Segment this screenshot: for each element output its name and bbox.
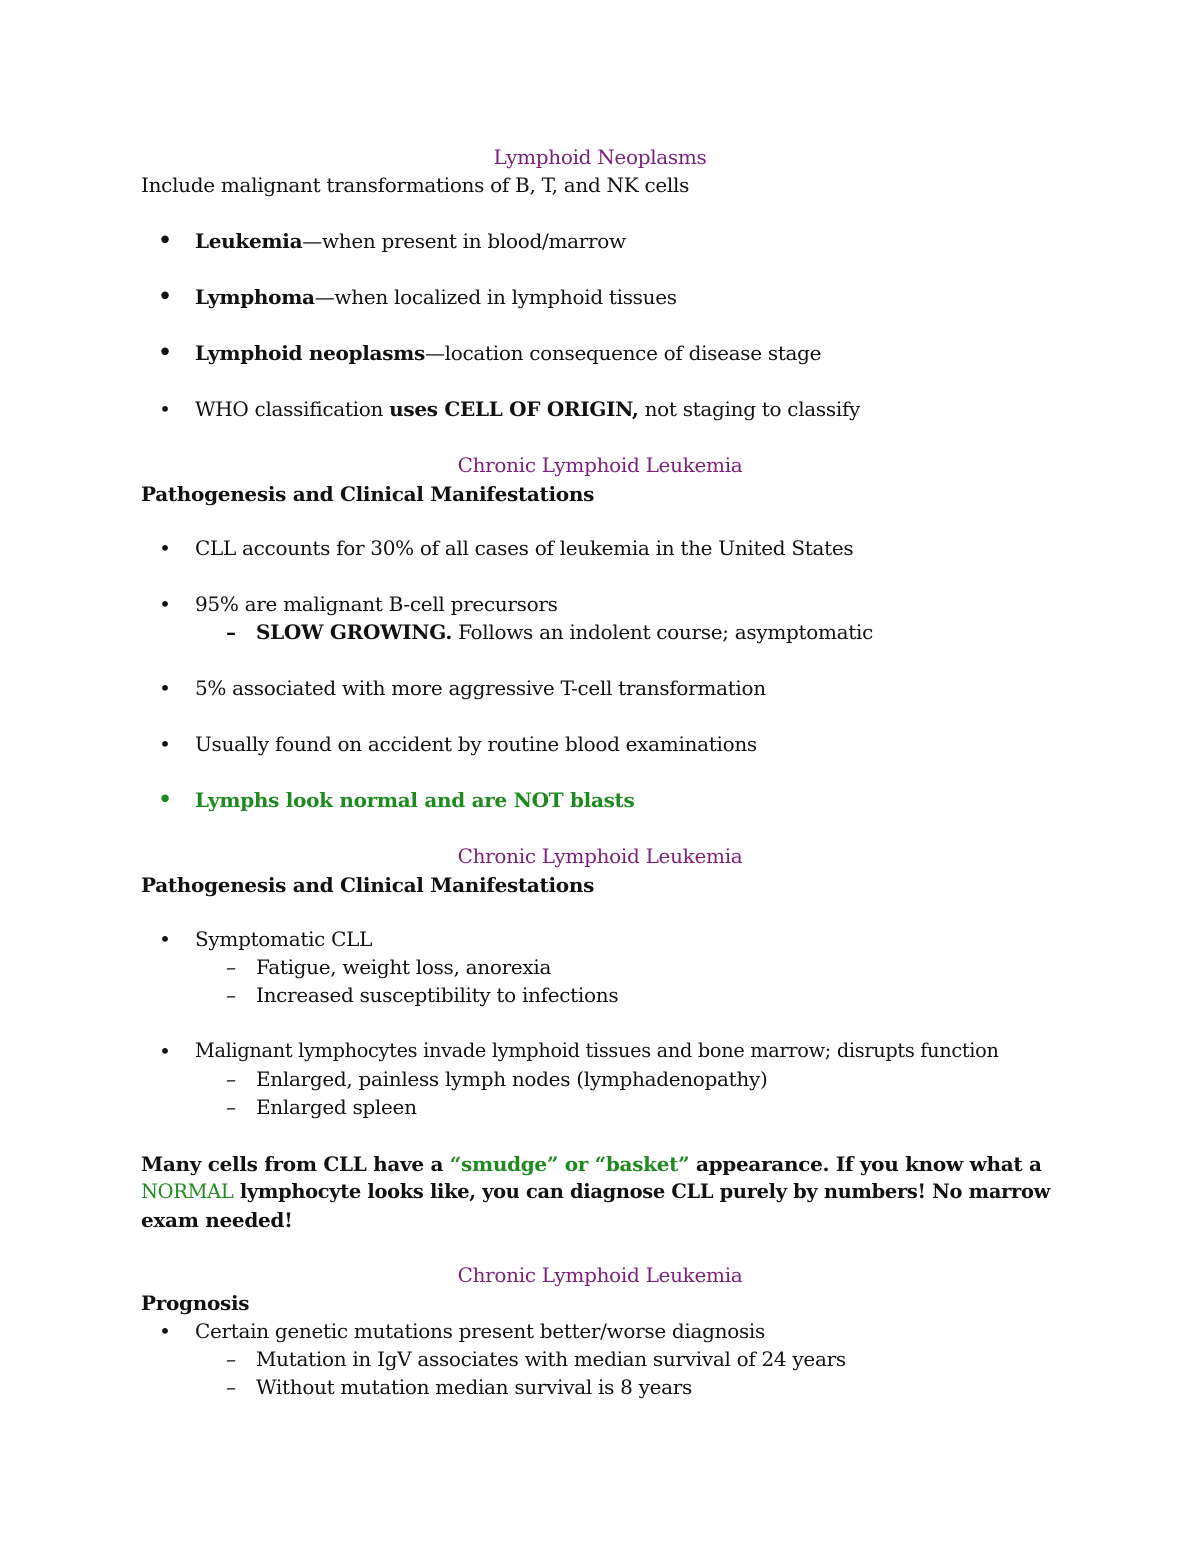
list-item-leukemia	[195, 229, 626, 253]
section-subtitle: Pathogenesis and Clinical Manifestations	[141, 482, 595, 506]
term: Leukemia	[195, 229, 303, 253]
section-title-lymphoid-neoplasms: Lymphoid Neoplasms	[493, 145, 707, 169]
emphasis: SLOW GROWING.	[256, 620, 453, 644]
list-item-who-classification	[195, 397, 860, 421]
text: Follows an indolent course; asymptomatic	[452, 620, 873, 644]
paragraph-line-3: exam needed!	[141, 1208, 293, 1232]
term: Lymphoid neoplasms	[195, 341, 425, 365]
dash-icon: –	[226, 1347, 236, 1371]
list-item-lymphoid-neoplasms	[195, 341, 821, 365]
bullet-icon: •	[159, 397, 171, 421]
emphasis: uses CELL OF ORIGIN,	[389, 397, 639, 421]
section-subtitle: Prognosis	[141, 1291, 250, 1315]
list-item: Certain genetic mutations present better/worse diagnosis	[195, 1319, 765, 1343]
definition: —location consequence of disease stage	[424, 341, 822, 365]
term: Lymphoma	[195, 285, 315, 309]
text: Many cells from CLL have a	[141, 1152, 450, 1176]
sub-list-item	[256, 620, 873, 644]
list-item: Malignant lymphocytes invade lymphoid tissues and bone marrow; disrupts function	[195, 1039, 999, 1062]
section-title-cll-1: Chronic Lymphoid Leukemia	[457, 453, 743, 477]
definition: —when localized in lymphoid tissues	[314, 285, 677, 309]
text: appearance. If you know what a	[689, 1152, 1042, 1176]
list-item: Usually found on accident by routine blood examinations	[195, 732, 757, 756]
text: lymphocyte looks like, you can diagnose CLL purely by numbers! No marrow	[233, 1180, 1050, 1203]
paragraph-line-1	[141, 1152, 1042, 1176]
intro-text: Include malignant transformations of B, T, and NK cells	[141, 173, 690, 197]
bullet-icon: •	[157, 338, 173, 368]
bullet-icon: •	[159, 1039, 171, 1063]
bullet-icon: •	[157, 785, 173, 815]
sub-list-item: Enlarged spleen	[256, 1095, 417, 1119]
text: not staging to classify	[638, 397, 861, 421]
bullet-icon: •	[159, 732, 171, 756]
sub-list-item: Without mutation median survival is 8 years	[256, 1375, 692, 1399]
definition: —when present in blood/marrow	[302, 229, 626, 253]
list-item: CLL accounts for 30% of all cases of leukemia in the United States	[195, 536, 854, 560]
dash-icon: –	[226, 983, 236, 1007]
list-item: 95% are malignant B-cell precursors	[195, 592, 558, 616]
section-subtitle: Pathogenesis and Clinical Manifestations	[141, 873, 595, 897]
list-item-highlight: Lymphs look normal and are NOT blasts	[195, 788, 635, 812]
bullet-icon: •	[159, 1319, 171, 1343]
sub-list-item: Increased susceptibility to infections	[256, 983, 619, 1007]
list-item-lymphoma	[195, 285, 677, 309]
bullet-icon: •	[159, 592, 171, 616]
list-item: 5% associated with more aggressive T-cell transformation	[195, 676, 766, 700]
list-item: Symptomatic CLL	[195, 927, 373, 951]
bullet-icon: •	[159, 536, 171, 560]
sub-list-item: Fatigue, weight loss, anorexia	[256, 955, 552, 979]
text: WHO classification	[195, 397, 390, 421]
section-title-cll-2: Chronic Lymphoid Leukemia	[457, 844, 743, 868]
dash-icon: –	[226, 955, 236, 979]
dash-icon: –	[226, 1067, 236, 1091]
section-title-cll-3: Chronic Lymphoid Leukemia	[457, 1263, 743, 1287]
bullet-icon: •	[159, 927, 171, 951]
sub-list-item: Enlarged, painless lymph nodes (lymphadenopathy)	[256, 1067, 768, 1091]
bullet-icon: •	[157, 226, 173, 256]
dash-icon: –	[226, 1375, 236, 1399]
highlight-text: NORMAL	[141, 1180, 234, 1203]
dash-icon: –	[226, 1095, 236, 1119]
bullet-icon: •	[157, 282, 173, 312]
bullet-icon: •	[159, 676, 171, 700]
highlight-text: “smudge” or “basket”	[449, 1152, 690, 1176]
paragraph-line-2	[141, 1180, 1050, 1204]
dash-icon: –	[226, 620, 236, 644]
sub-list-item: Mutation in IgV associates with median survival of 24 years	[256, 1347, 846, 1371]
